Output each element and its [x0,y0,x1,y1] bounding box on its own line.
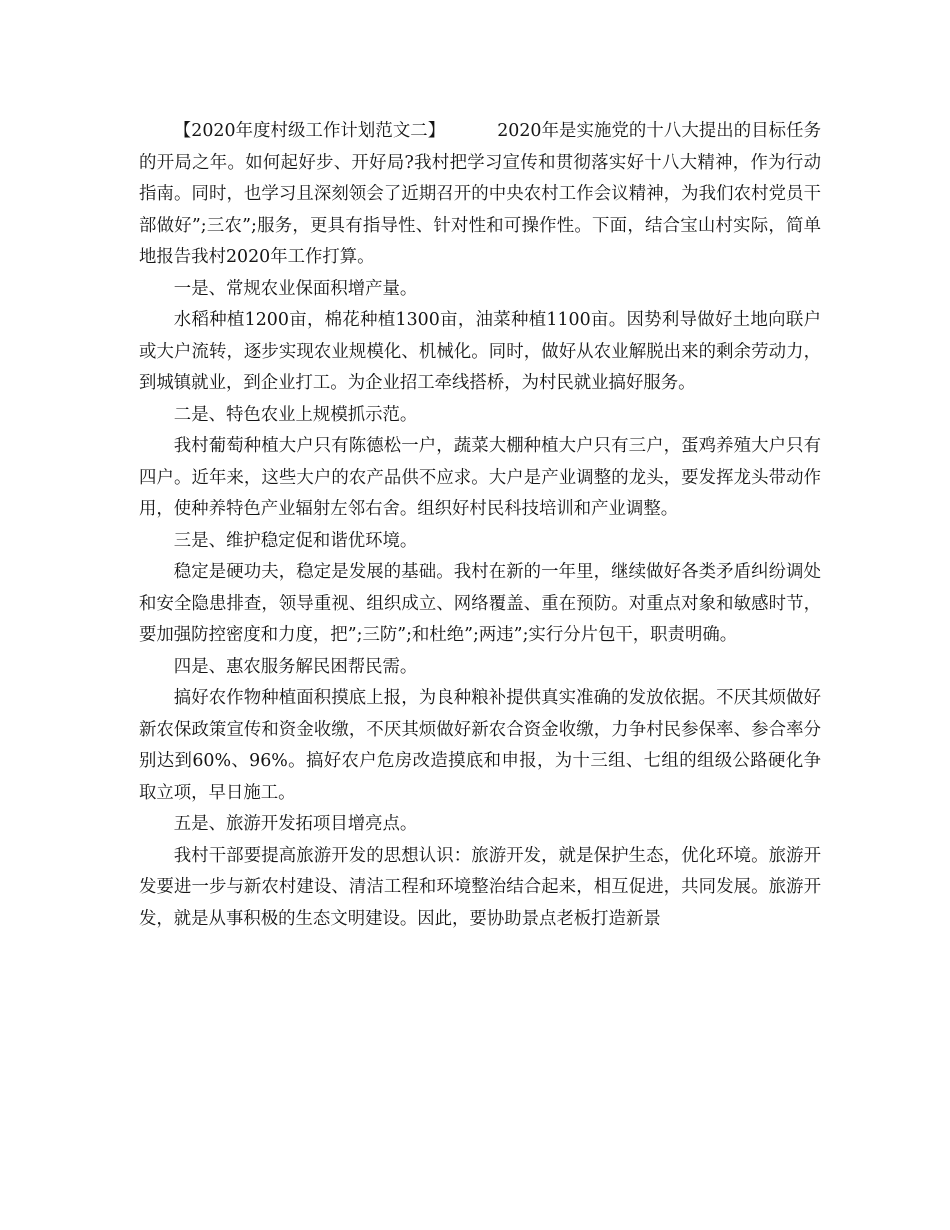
section-body-5: 我村干部要提高旅游开发的思想认识：旅游开发，就是保护生态，优化环境。旅游开发要进一步与新农村建设、清洁工程和环境整治结合起来，相互促进，共同发展。旅游开发，就是从事积极的生态文明建设。因此，要协助景点老板打造新景 [139,845,821,929]
section-heading-5: 五是、旅游开发拓项目增亮点。 [173,814,418,834]
section-body-3: 稳定是硬功夫，稳定是发展的基础。我村在新的一年里，继续做好各类矛盾纠纷调处和安全隐患排查，领导重视、组织成立、网络覆盖、重在预防。对重点对象和敏感时节，要加强防控密度和力度，把”;三防”;和杜绝”;两违”;实行分片包干，职责明确。 [139,562,821,645]
section-body-2: 我村葡萄种植大户只有陈德松一户，蔬菜大棚种植大户只有三户，蛋鸡养殖大户只有四户。近年来，这些大户的农产品供不应求。大户是产业调整的龙头，要发挥龙头带动作用，使种养特色产业辐射左邻右舍。组织好村民科技培训和产业调整。 [139,436,821,519]
section-body-4: 搞好农作物种植面积摸底上报，为良种粮补提供真实准确的发放依据。不厌其烦做好新农保政策宣传和资金收缴，不厌其烦做好新农合资金收缴，力争村民参保率、参合率分别达到60%、96%。搞好农户危房改造摸底和申报，为十三组、七组的组级公路硬化争取立项，早日施工。 [139,688,821,803]
section-heading-4: 四是、惠农服务解民困帮民需。 [173,656,418,677]
document-body [139,116,821,935]
intro-paragraph [139,116,821,274]
section-heading-1: 一是、常规农业保面积增产量。 [173,278,418,299]
section-heading-3: 三是、维护稳定促和谐优环境。 [173,530,418,551]
intro-text: 2020年是实施党的十八大提出的目标任务的开局之年。如何起好步、开好局?我村把学习宣传和贯彻落实好十八大精神，作为行动指南。同时，也学习且深刻领会了近期召开的中央农村工作会议精神，为我们农村党员干部做好”;三农”;服务，更具有指导性、针对性和可操作性。下面，结合宝山村实际，简单地报告我村2020年工作打算。 [139,121,821,267]
section-heading-2: 二是、特色农业上规模抓示范。 [173,404,418,425]
section-body-1: 水稻种植1200亩，棉花种植1300亩，油菜种植1100亩。因势利导做好土地向联户或大户流转，逐步实现农业规模化、机械化。同时，做好从农业解脱出来的剩余劳动力，到城镇就业，到企业打工。为企业招工牵线搭桥，为村民就业搞好服务。 [139,310,821,393]
document-title: 【2020年度村级工作计划范文二】 [173,121,446,141]
